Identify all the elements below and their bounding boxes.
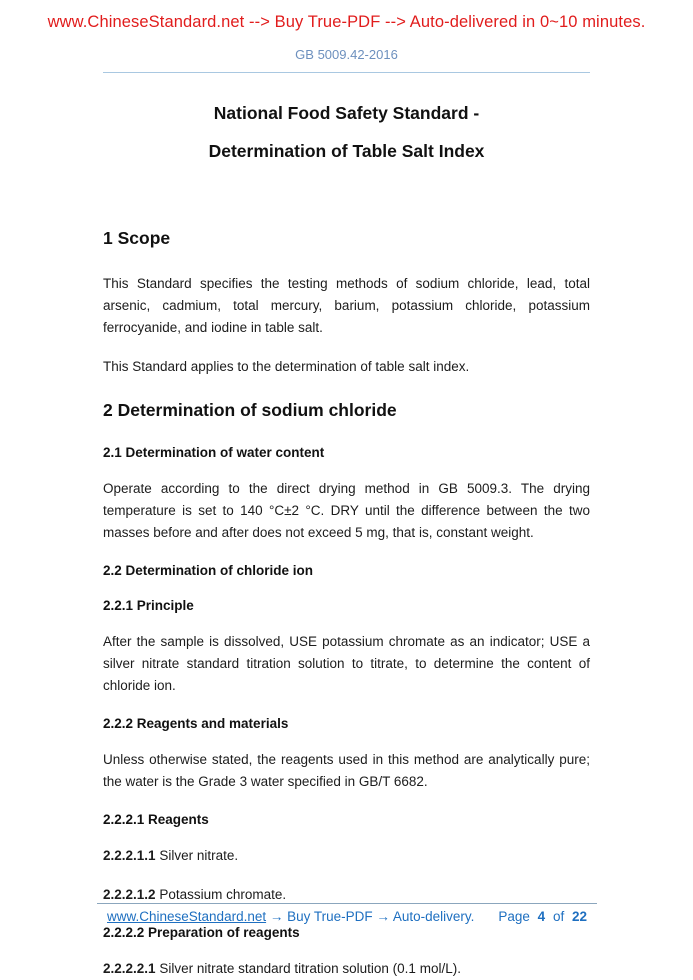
footer-promo-text: → Buy True-PDF → Auto-delivery.: [269, 909, 475, 924]
document-title-line2: Determination of Table Salt Index: [208, 141, 485, 161]
clause-number: 2.2.2.1.2: [103, 887, 156, 902]
numbered-paragraph: [103, 845, 590, 867]
clause-number: 2.2.2.2.1: [103, 961, 156, 976]
clause-number: 2.2.2.1.1: [103, 848, 156, 863]
promo-text: www.ChineseStandard.net --> Buy True-PDF --> Auto-delivered in 0~10 minutes.: [47, 13, 646, 31]
document-title-line1: National Food Safety Standard -: [213, 103, 480, 123]
footer-site-link[interactable]: www.ChineseStandard.net: [107, 909, 267, 924]
subsection-heading: 2.2.2.1 Reagents: [103, 812, 209, 827]
standard-code: GB 5009.42-2016: [295, 47, 398, 62]
clause-text: Silver nitrate.: [159, 848, 239, 863]
page-of-label: of: [552, 909, 565, 924]
clause-text: Silver nitrate standard titration solution (0.1 mol/L).: [159, 961, 461, 976]
subsection-heading: 2.1 Determination of water content: [103, 445, 325, 460]
section-heading: 1 Scope: [103, 228, 171, 248]
page-footer: [97, 903, 597, 924]
subsection-heading: 2.2.1 Principle: [103, 598, 194, 613]
paragraph: Operate according to the direct drying method in GB 5009.3. The drying temperature is set to 140 °C±2 °C. DRY until the difference between the two masses before and after does not exceed 5 mg, that is, constant weight.: [103, 481, 590, 540]
page-label: Page: [498, 909, 530, 924]
clause-text: Potassium chromate.: [159, 887, 287, 902]
paragraph: After the sample is dissolved, USE potassium chromate as an indicator; USE a silver nitrate standard titration solution to titrate, to determine the content of chloride ion.: [103, 634, 590, 693]
header-divider: [103, 72, 590, 73]
paragraph: This Standard specifies the testing methods of sodium chloride, lead, total arsenic, cadmium, total mercury, barium, potassium chloride, potassium ferrocyanide, and iodine in table salt.: [103, 276, 590, 335]
section-heading: 2 Determination of sodium chloride: [103, 400, 397, 420]
page-current: 4: [537, 909, 546, 924]
promo-banner: [0, 13, 693, 32]
subsection-heading: 2.2.2.2 Preparation of reagents: [103, 925, 300, 940]
paragraph: Unless otherwise stated, the reagents used in this method are analytically pure; the water is the Grade 3 water specified in GB/T 6682.: [103, 752, 590, 789]
paragraph: This Standard applies to the determination of table salt index.: [103, 359, 470, 374]
document-body: [0, 228, 693, 980]
page-indicator: [494, 909, 587, 924]
numbered-paragraph: [103, 958, 590, 980]
footer-promo: [107, 909, 474, 924]
page-total: 22: [571, 909, 587, 924]
subsection-heading: 2.2 Determination of chloride ion: [103, 563, 314, 578]
subsection-heading: 2.2.2 Reagents and materials: [103, 716, 289, 731]
